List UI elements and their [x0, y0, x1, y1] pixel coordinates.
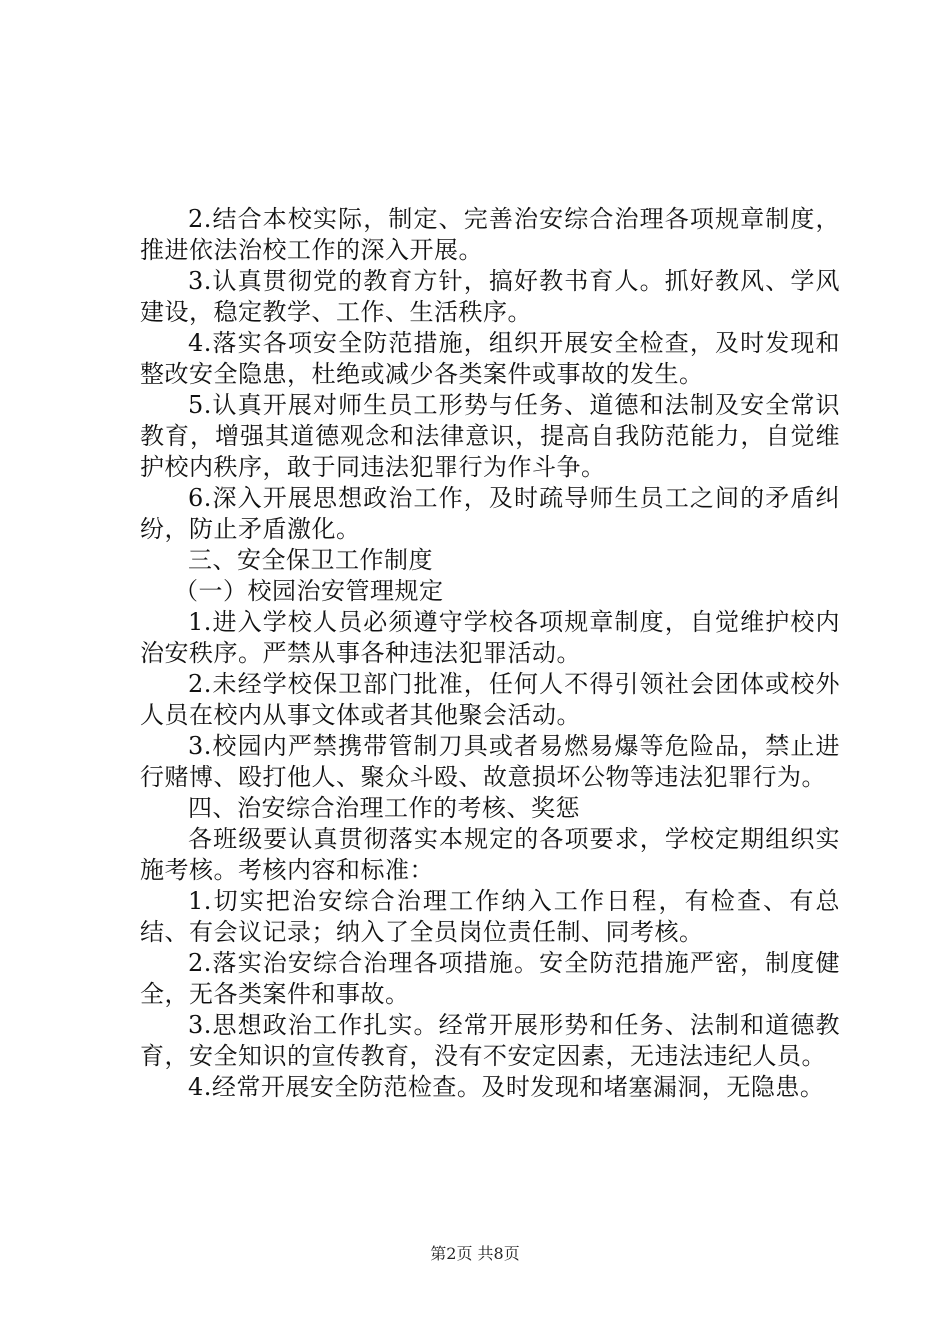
section-3-heading: 三、安全保卫工作制度: [188, 546, 433, 574]
section-3-item-3: 3.校园内严禁携带管制刀具或者易燃易爆等危险品，禁止进行赌博、殴打他人、聚众斗殴、故意损坏公物等违法犯罪行为。: [140, 732, 840, 791]
paragraph-6: 6.深入开展思想政治工作，及时疏导师生员工之间的矛盾纠纷，防止矛盾激化。: [140, 484, 840, 543]
section-4-heading: 四、治安综合治理工作的考核、奖惩: [188, 794, 580, 822]
paragraph-5: 5.认真开展对师生员工形势与任务、道德和法制及安全常识教育，增强其道德观念和法律意识，提高自我防范能力，自觉维护校内秩序，敢于同违法犯罪行为作斗争。: [140, 391, 840, 481]
document-body: [140, 204, 840, 1103]
section-4-item-4: 4.经常开展安全防范检查。及时发现和堵塞漏洞，无隐患。: [188, 1073, 825, 1101]
section-4-item-1: 1.切实把治安综合治理工作纳入工作日程，有检查、有总结、有会议记录；纳入了全员岗位责任制、同考核。: [140, 887, 840, 946]
page-number-footer: 第2页 共8页: [430, 1244, 520, 1263]
section-4-intro: 各班级要认真贯彻落实本规定的各项要求，学校定期组织实施考核。考核内容和标准：: [140, 825, 840, 884]
paragraph-4: 4.落实各项安全防范措施，组织开展安全检查，及时发现和整改安全隐患，杜绝或减少各类案件或事故的发生。: [140, 329, 840, 388]
section-4-item-2: 2.落实治安综合治理各项措施。安全防范措施严密，制度健全，无各类案件和事故。: [140, 949, 840, 1008]
section-4-item-3: 3.思想政治工作扎实。经常开展形势和任务、法制和道德教育，安全知识的宣传教育，没有不安定因素，无违法违纪人员。: [140, 1011, 840, 1070]
section-3-item-1: 1.进入学校人员必须遵守学校各项规章制度，自觉维护校内治安秩序。严禁从事各种违法犯罪活动。: [140, 608, 840, 667]
section-3-subheading: （一）校园治安管理规定: [174, 577, 444, 605]
paragraph-3: 3.认真贯彻党的教育方针，搞好教书育人。抓好教风、学风建设，稳定教学、工作、生活秩序。: [140, 267, 840, 326]
paragraph-2: 2.结合本校实际，制定、完善治安综合治理各项规章制度，推进依法治校工作的深入开展。: [140, 205, 840, 264]
section-3-item-2: 2.未经学校保卫部门批准，任何人不得引领社会团体或校外人员在校内从事文体或者其他聚会活动。: [140, 670, 840, 729]
